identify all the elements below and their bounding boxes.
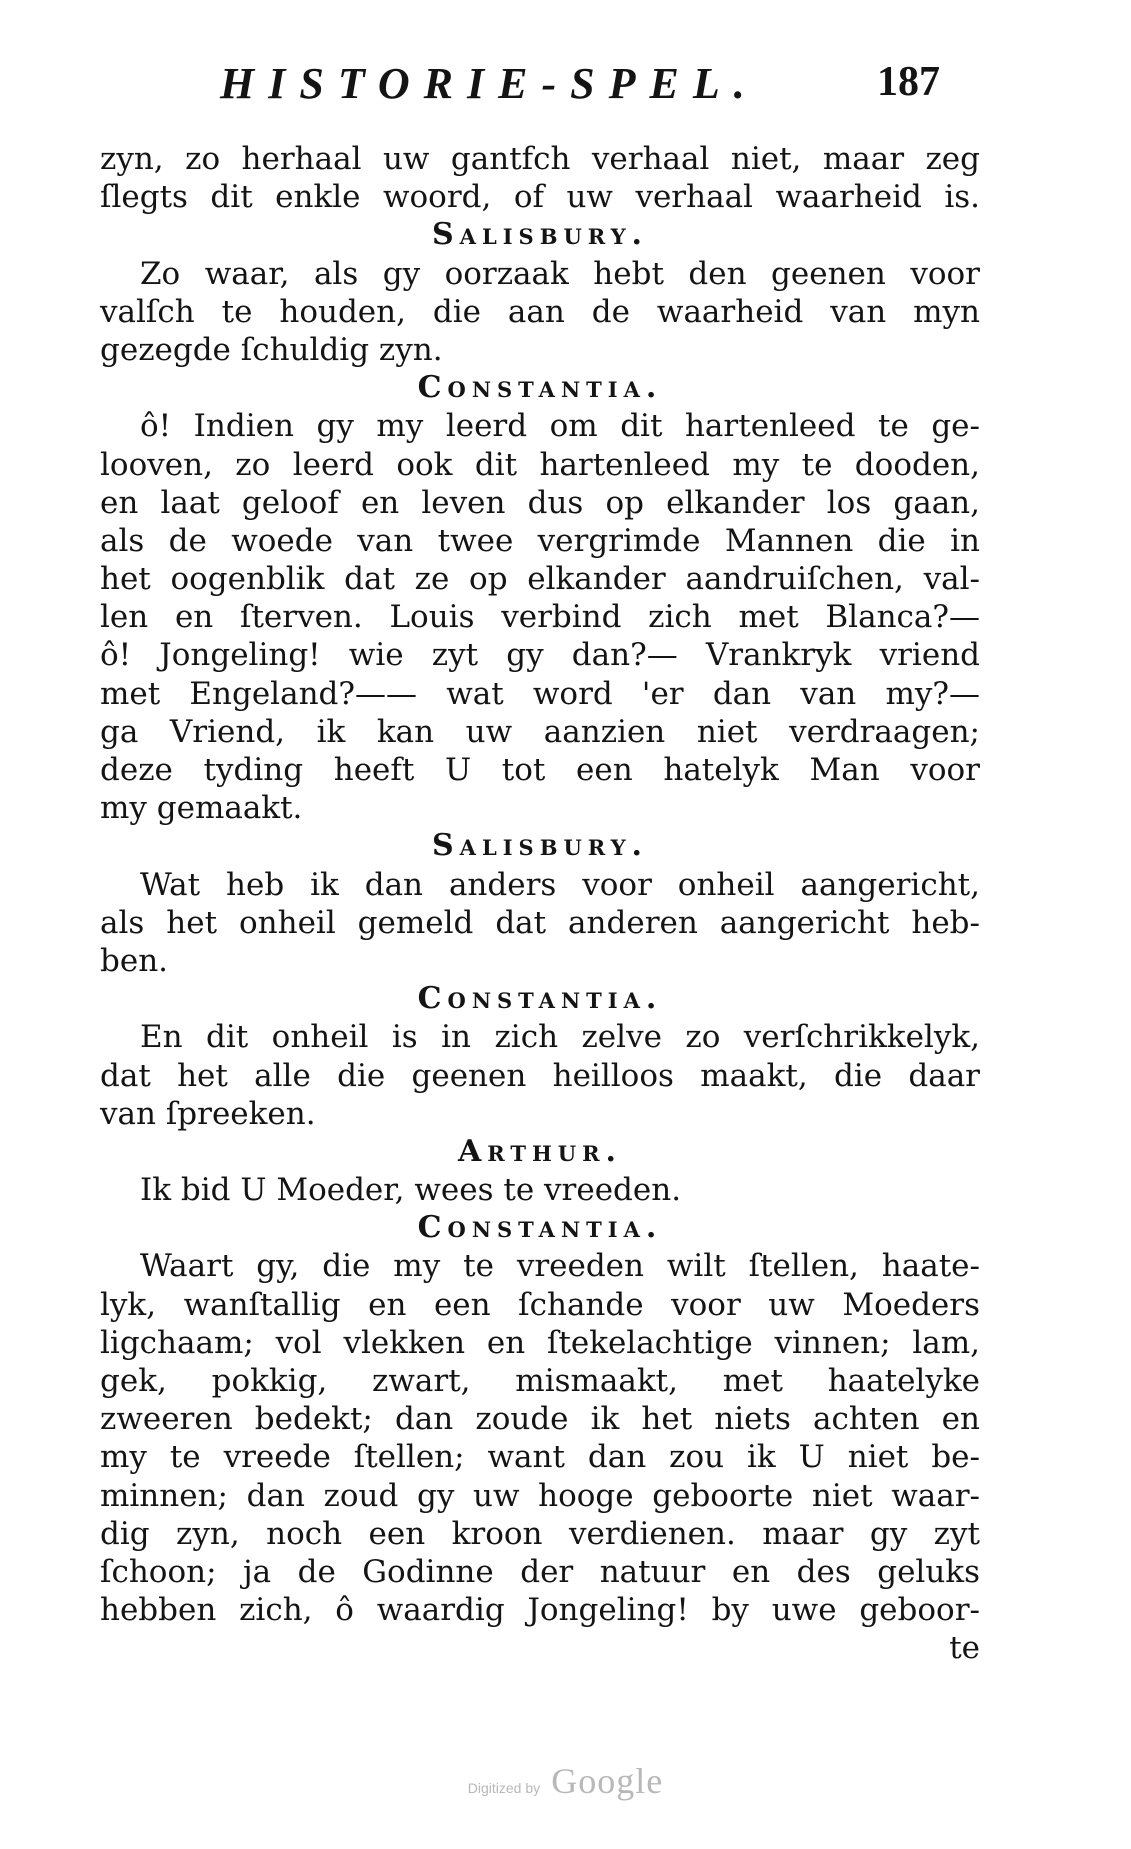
text-line: en laat geloof en leven dus op elkander los gaan,	[100, 484, 980, 521]
page-number: 187	[877, 59, 940, 105]
speaker-heading: Constantia.	[417, 1210, 663, 1246]
speaker-heading: Salisbury.	[431, 828, 649, 864]
text-line: van ſpreeken.	[100, 1095, 316, 1132]
text-line: Ik bid U Moeder, wees te vreeden.	[140, 1172, 682, 1209]
speaker-heading: Salisbury.	[431, 217, 649, 253]
text-line: ga Vriend, ik kan uw aanzien niet verdraagen;	[100, 713, 980, 750]
text-line: lyk, wanſtallig en een ſchande voor uw Moeders	[100, 1286, 980, 1323]
speaker-heading: Constantia.	[417, 981, 663, 1017]
text-line: ben.	[100, 942, 169, 979]
text-line: my gemaakt.	[100, 790, 303, 827]
body-text	[100, 140, 980, 1668]
speaker-heading: Arthur.	[457, 1133, 623, 1169]
text-line: Waart gy, die my te vreeden wilt ſtellen, haate-	[140, 1248, 980, 1285]
catchword: te	[949, 1630, 980, 1667]
digitization-watermark	[0, 1760, 1131, 1810]
text-line: my te vreede ſtellen; want dan zou ik U niet be-	[100, 1439, 980, 1476]
text-line: valſch te houden, die aan de waarheid van myn	[100, 293, 980, 330]
text-line: Zo waar, als gy oorzaak hebt den geenen voor	[140, 255, 980, 292]
text-line: als de woede van twee vergrimde Mannen die in	[100, 522, 980, 559]
text-line: ſlegts dit enkle woord, of uw verhaal waarheid is.	[100, 179, 980, 216]
text-line: gek, pokkig, zwart, mismaakt, met haatelyke	[100, 1363, 980, 1399]
text-line: zyn, zo herhaal uw gantfch verhaal niet, maar zeg	[100, 141, 980, 177]
text-line: zweeren bedekt; dan zoude ik het niets achten en	[100, 1401, 980, 1438]
text-line: Wat heb ik dan anders voor onheil aangericht,	[140, 866, 980, 903]
text-line: dat het alle die geenen heilloos maakt, die daar	[100, 1057, 980, 1094]
text-line: gezegde ſchuldig zyn.	[100, 331, 443, 368]
text-line: als het onheil gemeld dat anderen aangericht heb-	[100, 904, 980, 941]
text-line: ô! Indien gy my leerd om dit hartenleed te ge-	[140, 408, 980, 445]
speaker-heading: Constantia.	[417, 370, 663, 406]
page-header	[220, 58, 940, 118]
digitized-by-label: Digitized by	[467, 1780, 541, 1796]
text-line: dig zyn, noch een kroon verdienen. maar gy zyt	[100, 1515, 980, 1552]
text-line: ſchoon; ja de Godinne der natuur en des geluks	[100, 1553, 980, 1590]
text-line: deze tyding heeft U tot een hatelyk Man voor	[100, 752, 980, 788]
text-line: minnen; dan zoud gy uw hooge geboorte niet waar-	[100, 1477, 980, 1514]
text-line: len en ſterven. Louis verbind zich met Blanca?—	[100, 599, 980, 636]
text-line: het oogenblik dat ze op elkander aandruiſchen, val-	[100, 561, 980, 598]
text-line: ô! Jongeling! wie zyt gy dan?— Vrankryk vriend	[100, 637, 980, 674]
google-logo: Google	[551, 1761, 664, 1801]
running-title: HISTORIE-SPEL.	[220, 59, 759, 108]
text-line: hebben zich, ô waardig Jongeling! by uwe geboor-	[100, 1592, 980, 1629]
text-line: En dit onheil is in zich zelve zo verſchrikkelyk,	[140, 1019, 980, 1056]
text-line: looven, zo leerd ook dit hartenleed my te dooden,	[100, 446, 980, 483]
text-line: met Engeland?—— wat word 'er dan van my?—	[100, 675, 980, 712]
text-line: ligchaam; vol vlekken en ſtekelachtige vinnen; lam,	[100, 1324, 980, 1361]
